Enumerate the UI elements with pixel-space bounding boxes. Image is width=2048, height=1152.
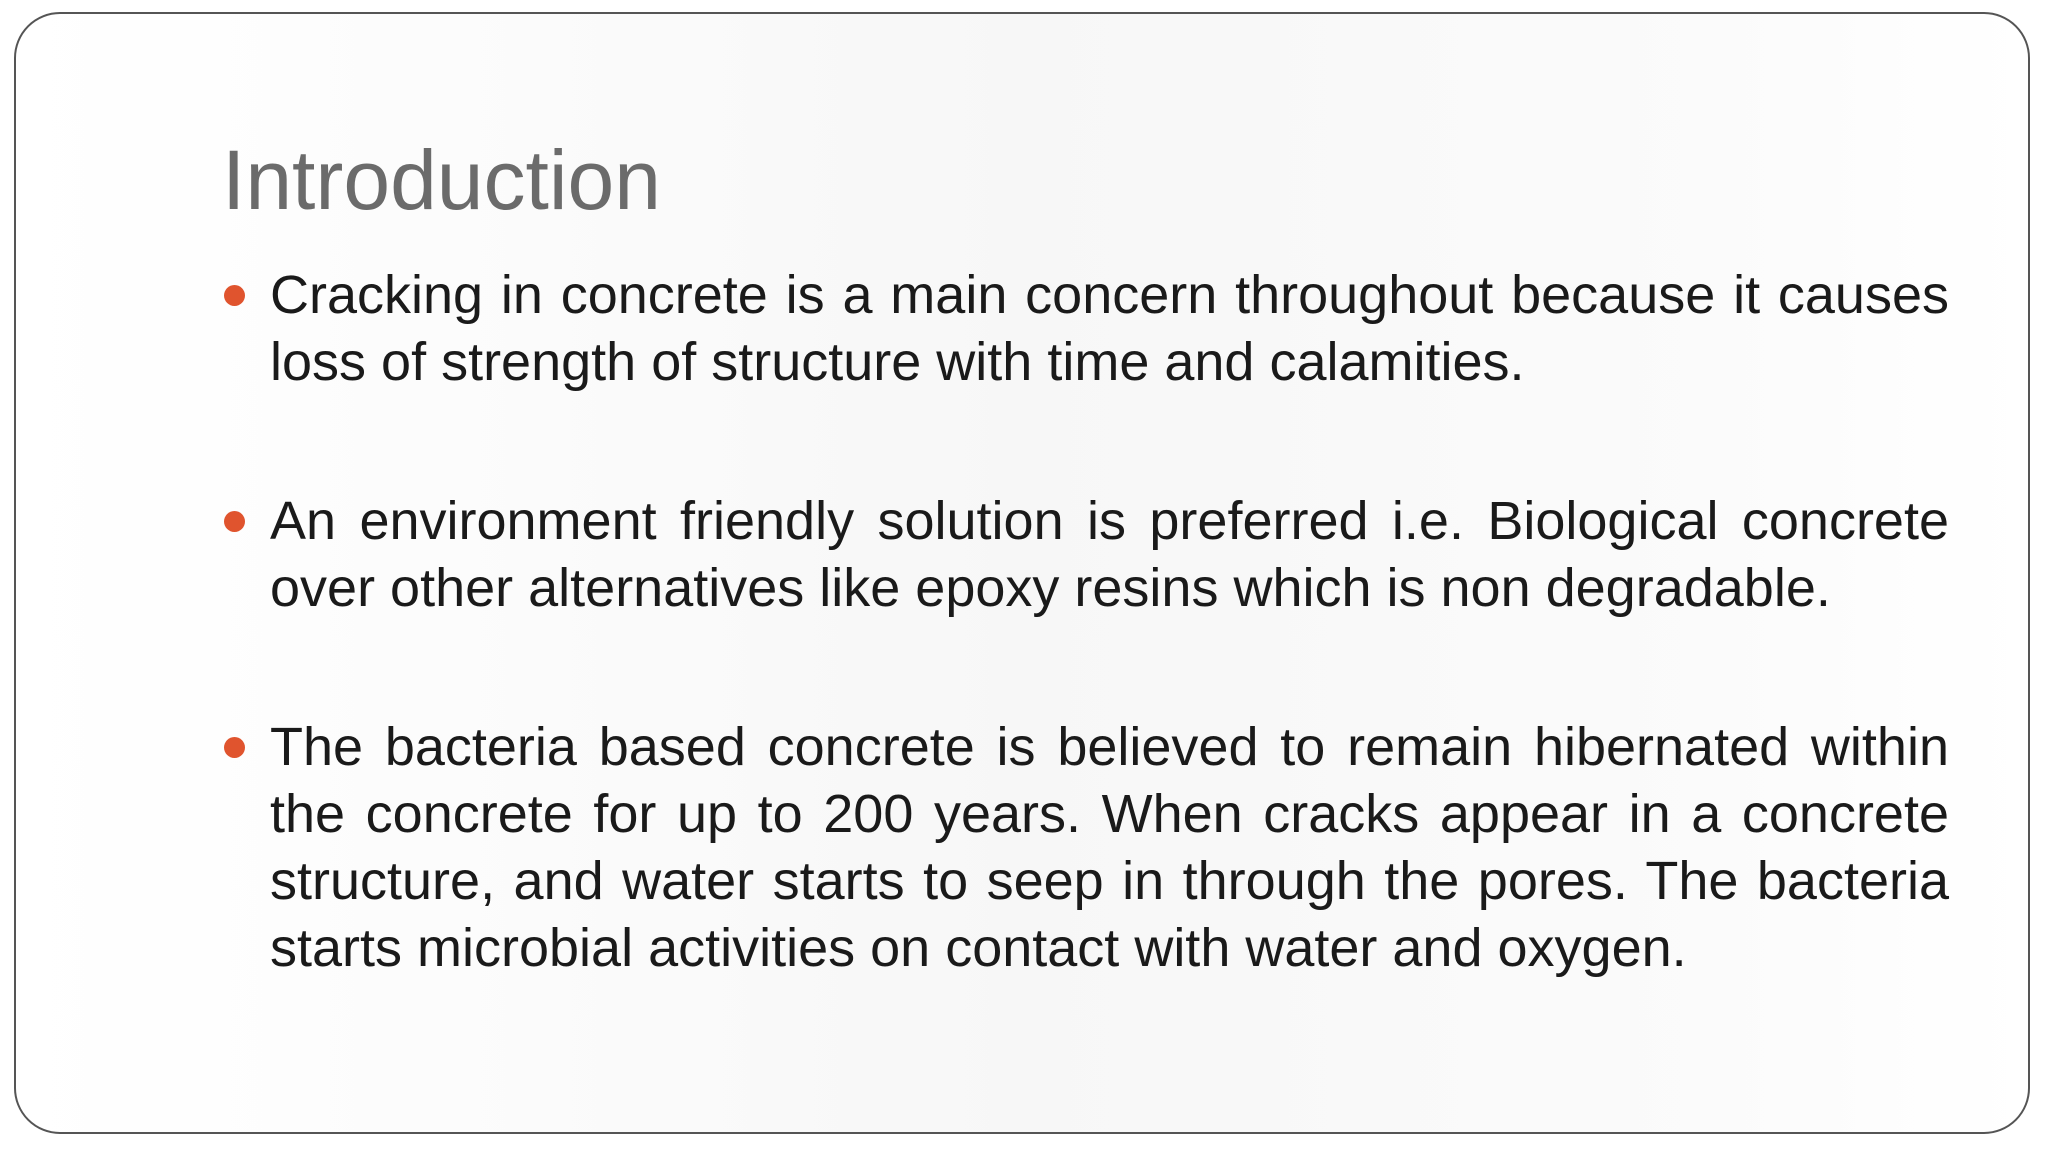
- bullet-dot-icon: [224, 737, 245, 758]
- bullet-item: [224, 714, 1949, 982]
- bullet-text: An environment friendly solution is preferred i.e. Biological concrete over other alternatives like epoxy resins which is non degradable.: [270, 491, 1949, 618]
- bullet-list: [224, 262, 1949, 982]
- bullet-text: Cracking in concrete is a main concern throughout because it causes loss of strength of structure with time and calamities.: [270, 265, 1949, 392]
- bullet-item: [224, 262, 1949, 396]
- slide: [14, 12, 2030, 1134]
- bullet-text: The bacteria based concrete is believed to remain hibernated within the concrete for up to 200 years. When cracks appear in a concrete structure, and water starts to seep in through the pores. The bacteria starts microbial activities on contact with water and oxygen.: [270, 717, 1949, 978]
- bullet-dot-icon: [224, 511, 245, 532]
- bullet-dot-icon: [224, 285, 245, 306]
- slide-title: Introduction: [222, 133, 661, 227]
- bullet-item: [224, 488, 1949, 622]
